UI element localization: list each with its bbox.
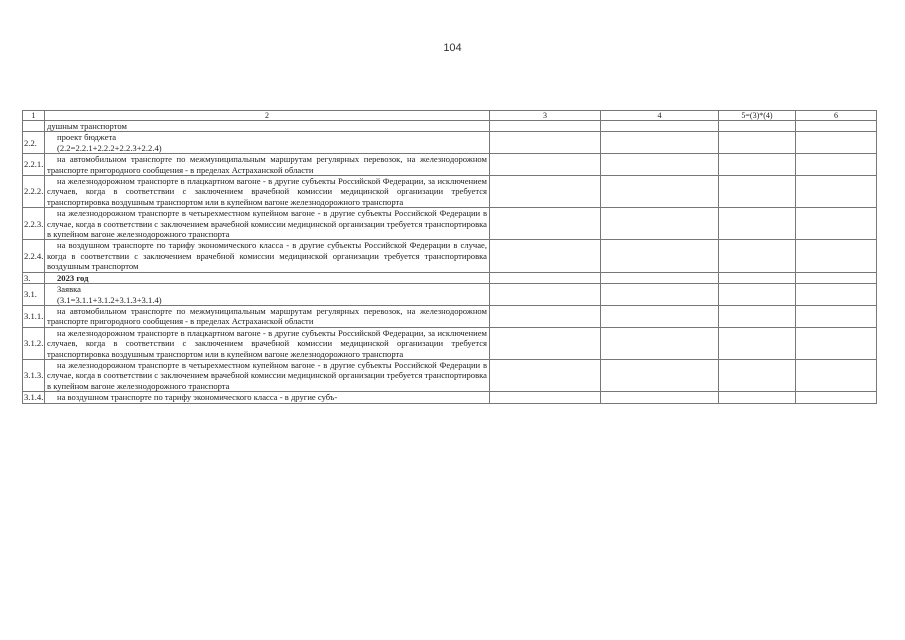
value-cell-col-3: [490, 154, 601, 176]
table-row: [23, 272, 877, 283]
row-description: на железнодорожном транспорте в плацкартном вагоне - в другие субъекты Российской Федерации, за исключением случаев, когда в соответствии с заключением врачебной комиссии медицинской организации требуется транспортировка воздушным транспортом или в купейном вагоне железнодорожного транспорта: [45, 176, 490, 208]
value-cell-col-6: [796, 272, 877, 283]
value-cell-col-4: [601, 132, 719, 154]
value-cell-col-6: [796, 240, 877, 272]
value-cell-col-4: [601, 327, 719, 359]
value-cell-col-6: [796, 284, 877, 306]
row-number: 3.1.: [23, 284, 45, 306]
table-row: [23, 359, 877, 391]
table-row: [23, 327, 877, 359]
value-cell-col-5: [719, 208, 796, 240]
table-row: [23, 305, 877, 327]
value-cell-col-4: [601, 176, 719, 208]
row-description: душным транспортом: [45, 121, 490, 132]
row-number: 2.2.4.: [23, 240, 45, 272]
row-description: на железнодорожном транспорте в четырехместном купейном вагоне - в другие субъекты Российской Федерации в случае, когда в соответствии с заключением врачебной комиссии медицинской организации требуется транспортировка в купейном вагоне железнодорожного транспорта: [45, 208, 490, 240]
value-cell-col-6: [796, 327, 877, 359]
value-cell-col-3: [490, 305, 601, 327]
row-number: 3.: [23, 272, 45, 283]
value-cell-col-5: [719, 121, 796, 132]
table-row: [23, 284, 877, 306]
row-number: 2.2.: [23, 132, 45, 154]
header-col-1: 1: [23, 111, 45, 121]
value-cell-col-4: [601, 284, 719, 306]
table-header-row: [23, 111, 877, 121]
row-description: на автомобильном транспорте по межмуниципальным маршрутам регулярных перевозок, на железнодорожном транспорте пригородного сообщения - в пределах Астраханской области: [45, 305, 490, 327]
value-cell-col-6: [796, 359, 877, 391]
value-cell-col-4: [601, 208, 719, 240]
row-number: 3.1.2.: [23, 327, 45, 359]
row-description: Заявка (3.1=3.1.1+3.1.2+3.1.3+3.1.4): [45, 284, 490, 306]
value-cell-col-4: [601, 121, 719, 132]
table-row: [23, 392, 877, 403]
value-cell-col-3: [490, 284, 601, 306]
row-description: 2023 год: [45, 272, 490, 283]
value-cell-col-6: [796, 154, 877, 176]
table-row: [23, 240, 877, 272]
table-row: [23, 121, 877, 132]
value-cell-col-3: [490, 240, 601, 272]
value-cell-col-5: [719, 392, 796, 403]
row-number: 2.2.1.: [23, 154, 45, 176]
value-cell-col-6: [796, 392, 877, 403]
value-cell-col-4: [601, 240, 719, 272]
row-number: 2.2.3.: [23, 208, 45, 240]
value-cell-col-6: [796, 176, 877, 208]
header-col-4: 4: [601, 111, 719, 121]
row-number: 3.1.4.: [24, 392, 44, 403]
row-description: на железнодорожном транспорте в плацкартном вагоне - в другие субъекты Российской Федерации, за исключением случаев, когда в соответствии с заключением врачебной комиссии медицинской организации требуется транспортировка воздушным транспортом или в купейном вагоне железнодорожного транспорта: [45, 327, 490, 359]
value-cell-col-6: [796, 121, 877, 132]
value-cell-col-5: [719, 327, 796, 359]
value-cell-col-5: [719, 272, 796, 283]
row-number: 3.1.1.: [23, 305, 45, 327]
value-cell-col-5: [719, 132, 796, 154]
page-number: 104: [443, 42, 462, 54]
value-cell-col-4: [601, 359, 719, 391]
value-cell-col-5: [719, 284, 796, 306]
value-cell-col-3: [490, 208, 601, 240]
row-description: на железнодорожном транспорте в четырехместном купейном вагоне - в другие субъекты Российской Федерации в случае, когда в соответствии с заключением врачебной комиссии медицинской организации требуется транспортировка в купейном вагоне железнодорожного транспорта: [45, 359, 490, 391]
row-description: на воздушном транспорте по тарифу экономического класса - в другие субъ-: [45, 392, 490, 403]
budget-table: [22, 110, 877, 404]
value-cell-col-3: [490, 359, 601, 391]
value-cell-col-4: [601, 305, 719, 327]
value-cell-col-6: [796, 132, 877, 154]
row-description: проект бюджета (2.2=2.2.1+2.2.2+2.2.3+2.2.4): [45, 132, 490, 154]
value-cell-col-6: [796, 305, 877, 327]
value-cell-col-4: [601, 272, 719, 283]
value-cell-col-3: [490, 176, 601, 208]
header-col-2: 2: [45, 111, 490, 121]
row-number: 3.1.3.: [23, 359, 45, 391]
row-number: 2.2.2.: [23, 176, 45, 208]
header-col-3: 3: [490, 111, 601, 121]
value-cell-col-6: [796, 208, 877, 240]
value-cell-col-5: [719, 154, 796, 176]
value-cell-col-3: [490, 392, 601, 403]
value-cell-col-5: [719, 240, 796, 272]
value-cell-col-5: [719, 359, 796, 391]
table-row: [23, 132, 877, 154]
row-description: на воздушном транспорте по тарифу экономического класса - в другие субъекты Российской Федерации в случае, когда в соответствии с заключением врачебной комиссии медицинской организации требуется транспортировка воздушным транспортом: [45, 240, 490, 272]
table-row: [23, 208, 877, 240]
value-cell-col-5: [719, 176, 796, 208]
value-cell-col-5: [719, 305, 796, 327]
header-col-6: 6: [796, 111, 877, 121]
value-cell-col-4: [601, 392, 719, 403]
table-row: [23, 154, 877, 176]
value-cell-col-3: [490, 272, 601, 283]
value-cell-col-3: [490, 327, 601, 359]
value-cell-col-4: [601, 154, 719, 176]
table-row: [23, 176, 877, 208]
value-cell-col-3: [490, 132, 601, 154]
row-number: [23, 121, 45, 132]
header-col-5: 5=(3)*(4): [719, 111, 796, 121]
row-description: на автомобильном транспорте по межмуниципальным маршрутам регулярных перевозок, на железнодорожном транспорте пригородного сообщения - в пределах Астраханской области: [45, 154, 490, 176]
value-cell-col-3: [490, 121, 601, 132]
